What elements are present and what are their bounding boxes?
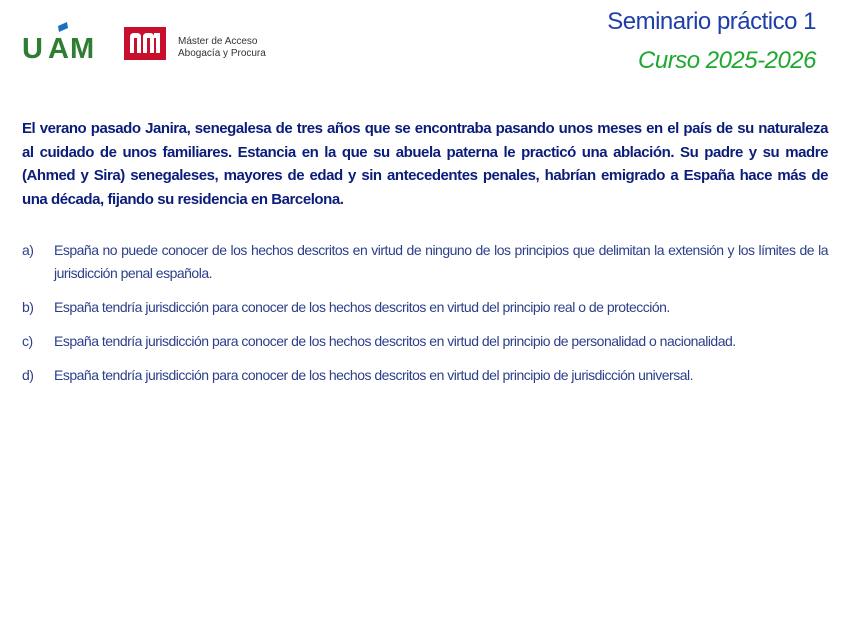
svg-text:M: M [70, 33, 95, 65]
option-letter: b) [22, 299, 34, 315]
slide-header [0, 0, 848, 100]
option-text: España tendría jurisdicción para conocer de los hechos descritos en virtud del principio real o de protección. [54, 299, 670, 315]
uam-logo [22, 22, 102, 66]
option-b [22, 296, 828, 319]
option-text: España tendría jurisdicción para conocer de los hechos descritos en virtud del principio de jurisdicción universal. [54, 367, 693, 383]
program-line-1: Máster de Acceso [178, 36, 258, 47]
course-subtitle: Curso 2025-2026 [638, 47, 816, 74]
option-c [22, 330, 828, 353]
master-logo [124, 27, 166, 60]
case-statement: El verano pasado Janira, senegalesa de tres años que se encontraba pasando unos meses en el país de su naturaleza al cuidado de unos familiares. Estancia en la que su abuela paterna le practicó una ablación. Su padre y su madre (Ahmed y Sira) senegaleses, mayores de edad y sin antecedentes penales, habrían emigrado a España hace más de una década, fijando su residencia en Barcelona. [22, 120, 828, 208]
option-d [22, 364, 828, 387]
program-line-2: Abogacía y Procura [178, 48, 266, 59]
svg-text:U: U [22, 33, 44, 65]
option-a [22, 239, 828, 285]
answer-options [22, 239, 828, 398]
svg-text:A: A [48, 33, 69, 65]
option-text: España tendría jurisdicción para conocer de los hechos descritos en virtud del principio de personalidad o nacionalidad. [54, 333, 736, 349]
option-letter: a) [22, 242, 34, 258]
option-letter: d) [22, 367, 34, 383]
page-title: Seminario práctico 1 [607, 8, 816, 35]
option-letter: c) [22, 333, 33, 349]
option-text: España no puede conocer de los hechos descritos en virtud de ninguno de los principios que delimitan la extensión y los límites de la jurisdicción penal española. [54, 242, 828, 281]
program-name [178, 36, 266, 60]
